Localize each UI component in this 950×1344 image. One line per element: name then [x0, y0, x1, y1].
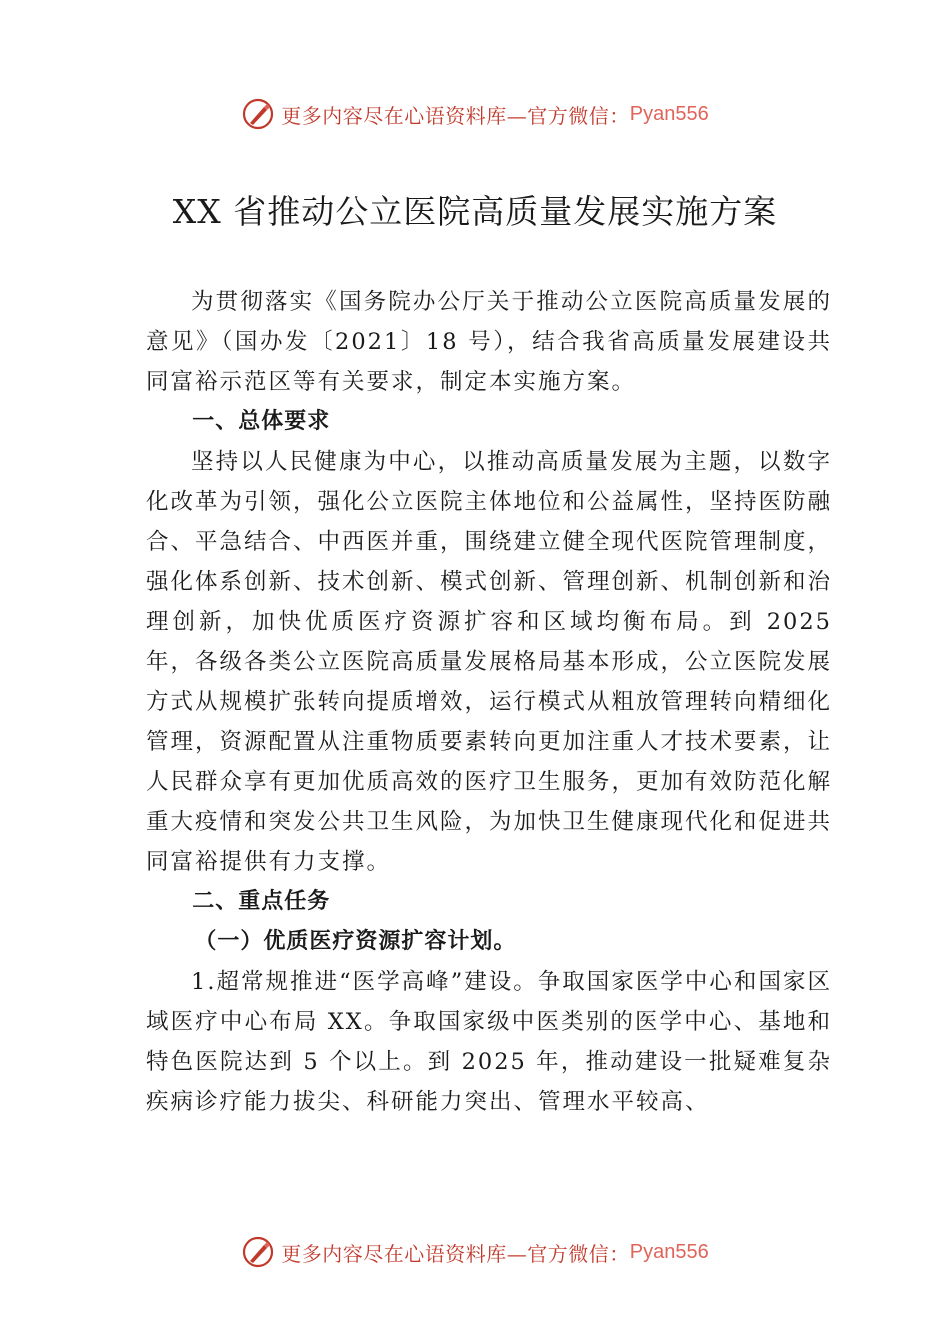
pen-logo-icon [241, 1235, 275, 1269]
section-heading-overall: 一、总体要求 [192, 409, 331, 434]
subsection-heading-resource-expansion: （一）优质医疗资源扩容计划。 [194, 929, 517, 954]
banner-wechat-id: Pyan556 [629, 102, 709, 125]
banner-text: 更多内容尽在心语资料库—官方微信： [281, 1241, 630, 1266]
banner-text: 更多内容尽在心语资料库—官方微信： [281, 103, 630, 128]
footer-banner [0, 1232, 950, 1272]
section-heading-key-tasks: 二、重点任务 [192, 889, 331, 914]
item-1-paragraph: 1.超常规推进“医学高峰”建设。争取国家医学中心和国家区域医疗中心布局 XX。争取国家级中医类别的医学中心、基地和特色医院达到 5 个以上。到 2025 年，推动建设一批疑难复杂疾病诊疗能力拔尖、科研能力突出、管理水平较高、 [146, 969, 832, 1115]
document-title: XX 省推动公立医院高质量发展实施方案 [172, 192, 778, 231]
intro-paragraph: 为贯彻落实《国务院办公厅关于推动公立医院高质量发展的意见》（国办发〔2021〕18 号），结合我省高质量发展建设共同富裕示范区等有关要求，制定本实施方案。 [146, 289, 832, 395]
pen-logo-icon [241, 97, 275, 131]
banner-wechat-id: Pyan556 [629, 1240, 709, 1263]
document-body [146, 282, 832, 1122]
header-banner [0, 94, 950, 134]
overall-requirements-paragraph: 坚持以人民健康为中心，以推动高质量发展为主题，以数字化改革为引领，强化公立医院主体地位和公益属性，坚持医防融合、平急结合、中西医并重，围绕建立健全现代医院管理制度，强化体系创新、技术创新、模式创新、管理创新、机制创新和治理创新，加快优质医疗资源扩容和区域均衡布局。到 2025 年，各级各类公立医院高质量发展格局基本形成，公立医院发展方式从规模扩张转向提质增效，运行模式从粗放管理转向精细化管理，资源配置从注重物质要素转向更加注重人才技术要素，让人民群众享有更加优质高效的医疗卫生服务，更加有效防范化解重大疫情和突发公共卫生风险，为加快卫生健康现代化和促进共同富裕提供有力支撑。 [146, 449, 833, 875]
